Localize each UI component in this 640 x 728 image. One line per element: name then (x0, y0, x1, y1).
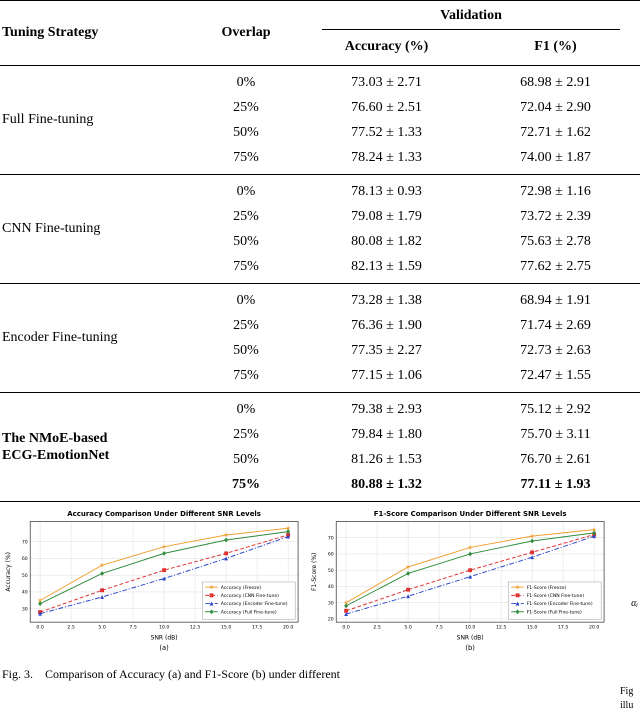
header-validation-block (302, 1, 640, 65)
header-f1: F1 (%) (534, 39, 577, 54)
accuracy-cell: 80.88 ± 1.32 (351, 476, 422, 492)
svg-text:F1-Score Comparison Under Diff: F1-Score Comparison Under Different SNR Levels (373, 510, 567, 519)
svg-text:2.5: 2.5 (67, 625, 75, 631)
svg-text:20.0: 20.0 (588, 625, 600, 631)
figure-caption: Fig. 3. Comparison of Accuracy (a) and F1-Score (b) under different (2, 667, 341, 681)
overlap-cell: 0% (236, 292, 256, 308)
overlap-cell: 0% (236, 74, 256, 90)
accuracy-cell: 78.24 ± 1.33 (351, 149, 422, 165)
accuracy-cell: 79.84 ± 1.80 (351, 426, 422, 442)
figure-3 (0, 502, 640, 655)
accuracy-cell: 80.08 ± 1.82 (351, 233, 422, 249)
svg-text:F1-Score (CNN Fine-tune): F1-Score (CNN Fine-tune) (526, 593, 585, 599)
group-label-line: ECG-EmotionNet (2, 448, 110, 463)
table-row (190, 95, 640, 120)
table-row (190, 288, 640, 313)
accuracy-cell: 79.38 ± 2.93 (351, 401, 422, 417)
svg-text:Accuracy (Freeze): Accuracy (Freeze) (220, 585, 262, 591)
accuracy-cell: 73.28 ± 1.38 (351, 292, 422, 308)
svg-text:SNR (dB): SNR (dB) (456, 634, 484, 642)
svg-text:2.5: 2.5 (373, 625, 381, 631)
overlap-cell: 75% (233, 367, 259, 383)
f1-cell: 77.11 ± 1.93 (520, 476, 591, 492)
overlap-cell: 25% (233, 426, 259, 442)
group-label-line: CNN Fine-tuning (2, 221, 101, 237)
table-row (190, 120, 640, 145)
f1-cell: 72.98 ± 1.16 (520, 183, 591, 199)
f1-cell: 72.47 ± 1.55 (520, 367, 591, 383)
table-row (190, 447, 640, 472)
f1-cell: 68.98 ± 2.91 (520, 74, 591, 90)
accuracy-cell: 77.15 ± 1.06 (351, 367, 422, 383)
f1-cell: 75.63 ± 2.78 (520, 233, 591, 249)
adjacent-column-fragment: αᵢ (631, 598, 638, 609)
svg-text:20.0: 20.0 (282, 625, 294, 631)
svg-text:Accuracy (CNN Fine-tune): Accuracy (CNN Fine-tune) (220, 593, 279, 599)
svg-text:15.0: 15.0 (220, 625, 232, 631)
f1-score-chart (309, 508, 609, 655)
header-accuracy: Accuracy (%) (344, 39, 429, 54)
group-label (0, 179, 190, 279)
table-group-cnn-fine-tuning (0, 175, 640, 284)
svg-text:20: 20 (327, 617, 334, 623)
svg-text:30: 30 (327, 601, 334, 607)
group-label-line: Full Fine-tuning (2, 112, 94, 128)
f1-cell: 77.62 ± 2.75 (520, 258, 591, 274)
f1-score-chart-svg (309, 508, 609, 655)
svg-text:0.0: 0.0 (342, 625, 350, 631)
f1-cell: 73.72 ± 2.39 (520, 208, 591, 224)
table-row (190, 254, 640, 279)
svg-text:Accuracy (%): Accuracy (%) (4, 552, 12, 592)
adjacent-column-fragment: illu (620, 700, 634, 711)
overlap-cell: 50% (233, 233, 259, 249)
svg-text:40: 40 (21, 590, 28, 596)
table-row (190, 229, 640, 254)
f1-cell: 75.12 ± 2.92 (520, 401, 591, 417)
overlap-cell: 50% (233, 124, 259, 140)
svg-text:SNR (dB): SNR (dB) (150, 634, 178, 642)
overlap-cell: 25% (233, 317, 259, 333)
table-row (190, 145, 640, 170)
adjacent-column-fragment: Fig (620, 686, 634, 697)
accuracy-cell: 76.36 ± 1.90 (351, 317, 422, 333)
overlap-cell: 75% (232, 476, 260, 492)
table-row (190, 179, 640, 204)
overlap-cell: 75% (233, 258, 259, 274)
svg-text:40: 40 (327, 585, 334, 591)
table-row (190, 70, 640, 95)
accuracy-cell: 77.35 ± 2.27 (351, 342, 422, 358)
table-row-best (190, 472, 640, 497)
f1-cell: 68.94 ± 1.91 (520, 292, 591, 308)
svg-text:5.0: 5.0 (98, 625, 106, 631)
table-row (190, 313, 640, 338)
overlap-cell: 75% (233, 149, 259, 165)
group-label-line: Encoder Fine-tuning (2, 330, 118, 346)
svg-text:17.5: 17.5 (557, 625, 569, 631)
overlap-cell: 50% (233, 451, 259, 467)
svg-text:50: 50 (327, 568, 334, 574)
overlap-cell: 0% (236, 401, 256, 417)
overlap-cell: 25% (233, 208, 259, 224)
overlap-cell: 0% (236, 183, 256, 199)
svg-text:70: 70 (21, 540, 28, 546)
svg-text:Accuracy (Full Fine-tune): Accuracy (Full Fine-tune) (220, 610, 277, 616)
svg-text:F1-Score (Encoder Fine-tune): F1-Score (Encoder Fine-tune) (526, 602, 593, 608)
f1-cell: 74.00 ± 1.87 (520, 149, 591, 165)
svg-text:F1-Score (Full Fine-tune): F1-Score (Full Fine-tune) (526, 610, 582, 616)
svg-text:5.0: 5.0 (404, 625, 412, 631)
svg-text:60: 60 (327, 552, 334, 558)
table-group-full-fine-tuning (0, 66, 640, 175)
accuracy-cell: 73.03 ± 2.71 (351, 74, 422, 90)
svg-text:Accuracy (Encoder Fine-tune): Accuracy (Encoder Fine-tune) (220, 602, 288, 608)
svg-text:10.0: 10.0 (464, 625, 476, 631)
svg-text:(a): (a) (159, 644, 169, 653)
table-row (190, 204, 640, 229)
header-tuning-strategy: Tuning Strategy (2, 25, 99, 40)
svg-text:50: 50 (21, 573, 28, 579)
table-header (0, 1, 640, 66)
svg-text:Accuracy Comparison Under Diff: Accuracy Comparison Under Different SNR Levels (67, 510, 261, 519)
svg-text:7.5: 7.5 (435, 625, 443, 631)
svg-text:(b): (b) (465, 644, 475, 653)
overlap-cell: 50% (233, 342, 259, 358)
table-group-nmoe-ecg-emotionnet (0, 393, 640, 501)
svg-text:F1-Score (Freeze): F1-Score (Freeze) (526, 585, 567, 591)
accuracy-cell: 77.52 ± 1.33 (351, 124, 422, 140)
f1-cell: 72.71 ± 1.62 (520, 124, 591, 140)
table-row (190, 397, 640, 422)
group-label-line: The NMoE-based (2, 430, 108, 446)
f1-cell: 76.70 ± 2.61 (520, 451, 591, 467)
accuracy-cell: 79.08 ± 1.79 (351, 208, 422, 224)
group-label (0, 288, 190, 388)
svg-text:10.0: 10.0 (158, 625, 170, 631)
svg-text:17.5: 17.5 (251, 625, 263, 631)
f1-cell: 71.74 ± 2.69 (520, 317, 591, 333)
header-validation: Validation (440, 8, 502, 23)
overlap-cell: 25% (233, 99, 259, 115)
svg-text:60: 60 (21, 557, 28, 563)
accuracy-cell: 76.60 ± 2.51 (351, 99, 422, 115)
f1-cell: 75.70 ± 3.11 (520, 426, 591, 442)
svg-text:F1-Score (%): F1-Score (%) (310, 552, 318, 592)
group-label (0, 397, 190, 497)
svg-text:7.5: 7.5 (129, 625, 137, 631)
header-overlap: Overlap (221, 25, 271, 40)
svg-text:15.0: 15.0 (526, 625, 538, 631)
f1-cell: 72.04 ± 2.90 (520, 99, 591, 115)
accuracy-chart (3, 508, 303, 655)
svg-text:30: 30 (21, 607, 28, 613)
table-group-encoder-fine-tuning (0, 284, 640, 393)
group-label (0, 70, 190, 170)
svg-text:12.5: 12.5 (495, 625, 507, 631)
accuracy-chart-svg (3, 508, 303, 655)
svg-text:0.0: 0.0 (36, 625, 44, 631)
accuracy-cell: 78.13 ± 0.93 (351, 183, 422, 199)
table-row (190, 363, 640, 388)
svg-text:12.5: 12.5 (189, 625, 201, 631)
table-row (190, 338, 640, 363)
f1-cell: 72.73 ± 2.63 (520, 342, 591, 358)
accuracy-cell: 82.13 ± 1.59 (351, 258, 422, 274)
svg-text:70: 70 (327, 536, 334, 542)
table-row (190, 422, 640, 447)
accuracy-cell: 81.26 ± 1.53 (351, 451, 422, 467)
